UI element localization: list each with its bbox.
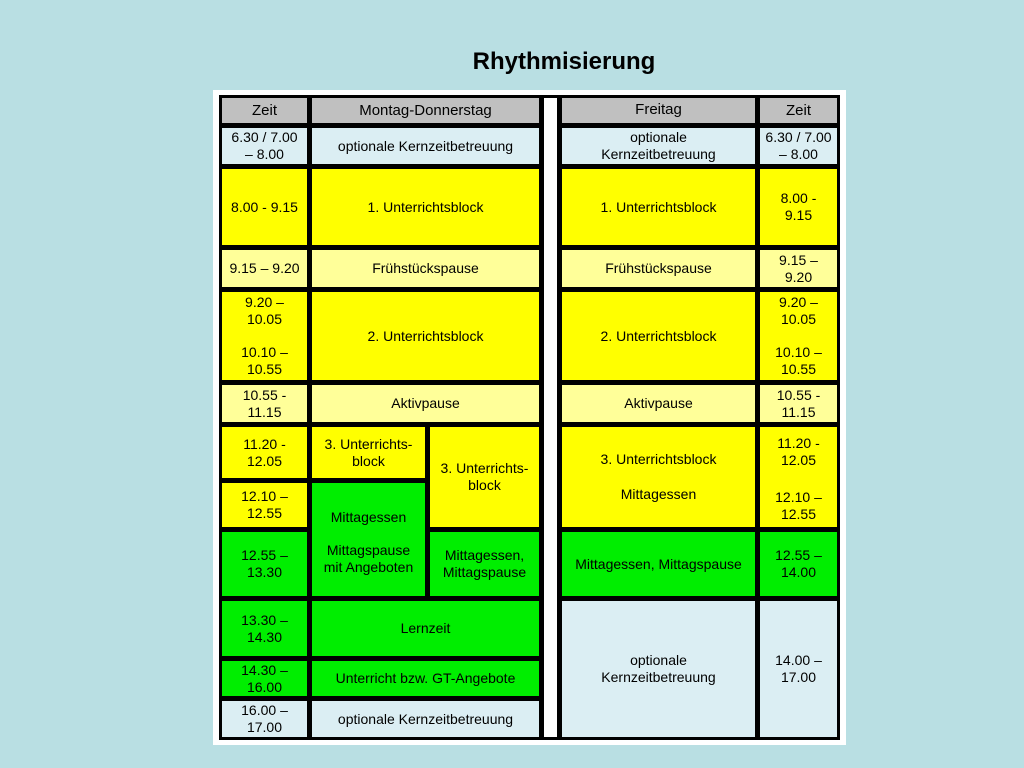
schedule-table — [213, 90, 846, 745]
lunch-break-label: Mittagspause mit Angeboten — [323, 542, 414, 575]
time-cell-right: 14.00 – 17.00 — [757, 598, 840, 740]
fr-cell: optionale Kernzeitbetreuung — [559, 598, 758, 740]
fr-cell: optionale Kernzeitbetreuung — [559, 125, 758, 167]
time-cell: 12.10 – 12.55 — [219, 480, 310, 530]
fr-cell: Frühstückspause — [559, 247, 758, 290]
modo-cell: 1. Unterrichtsblock — [309, 166, 542, 248]
time-range: 10.10 – 10.55 — [241, 344, 288, 377]
fr-cell: 2. Unterrichtsblock — [559, 289, 758, 383]
column-separator-top — [541, 95, 560, 98]
fr-cell: Mittagessen, Mittagspause — [559, 529, 758, 599]
time-cell: 12.55 – 13.30 — [219, 529, 310, 599]
column-separator-bottom — [541, 737, 560, 740]
time-range: 9.20 – 10.05 — [245, 294, 284, 327]
time-cell-right: 12.55 – 14.00 — [757, 529, 840, 599]
header-montag-donnerstag: Montag-Donnerstag — [309, 95, 542, 126]
fr-cell — [559, 424, 758, 530]
time-cell: 16.00 – 17.00 — [219, 698, 310, 740]
time-range: 11.20 - 12.05 — [777, 435, 820, 468]
header-zeit-left: Zeit — [219, 95, 310, 126]
time-cell: 8.00 - 9.15 — [219, 166, 310, 248]
modo-cell: optionale Kernzeitbetreuung — [309, 698, 542, 740]
time-cell-right: 8.00 - 9.15 — [757, 166, 840, 248]
modo-cell: Aktivpause — [309, 382, 542, 425]
modo-lunch-group-b: Mittagessen, Mittagspause — [427, 529, 542, 599]
time-cell — [219, 289, 310, 383]
time-cell: 11.20 - 12.05 — [219, 424, 310, 481]
modo-cell: Lernzeit — [309, 598, 542, 659]
time-range: 10.10 – 10.55 — [775, 344, 822, 377]
fr-cell: 1. Unterrichtsblock — [559, 166, 758, 248]
time-range: 12.10 – 12.55 — [775, 489, 822, 522]
lunch-label: Mittagessen — [330, 509, 407, 525]
time-range: 9.20 – 10.05 — [779, 294, 818, 327]
time-cell: 9.15 – 9.20 — [219, 247, 310, 290]
time-cell-right: 9.15 – 9.20 — [757, 247, 840, 290]
time-cell-right — [757, 424, 840, 530]
header-freitag: Freitag — [559, 95, 758, 126]
modo-cell: Unterricht bzw. GT-Angebote — [309, 658, 542, 699]
time-cell: 13.30 – 14.30 — [219, 598, 310, 659]
fr-cell: Aktivpause — [559, 382, 758, 425]
time-cell: 14.30 – 16.00 — [219, 658, 310, 699]
modo-cell: Frühstückspause — [309, 247, 542, 290]
fr-lesson: 3. Unterrichtsblock — [600, 451, 717, 467]
modo-cell: 2. Unterrichtsblock — [309, 289, 542, 383]
time-cell-right: 6.30 / 7.00 – 8.00 — [757, 125, 840, 167]
slide-title: Rhythmisierung — [472, 48, 656, 75]
modo-cell-group-a: 3. Unterrichts- block — [309, 424, 428, 481]
modo-cell-group-b: 3. Unterrichts- block — [427, 424, 542, 530]
modo-lunch-group-a — [309, 480, 428, 599]
time-cell: 10.55 - 11.15 — [219, 382, 310, 425]
fr-lunch: Mittagessen — [620, 486, 697, 502]
modo-cell: optionale Kernzeitbetreuung — [309, 125, 542, 167]
header-zeit-right: Zeit — [757, 95, 840, 126]
time-cell-right: 10.55 - 11.15 — [757, 382, 840, 425]
time-cell-right — [757, 289, 840, 383]
time-cell: 6.30 / 7.00 – 8.00 — [219, 125, 310, 167]
